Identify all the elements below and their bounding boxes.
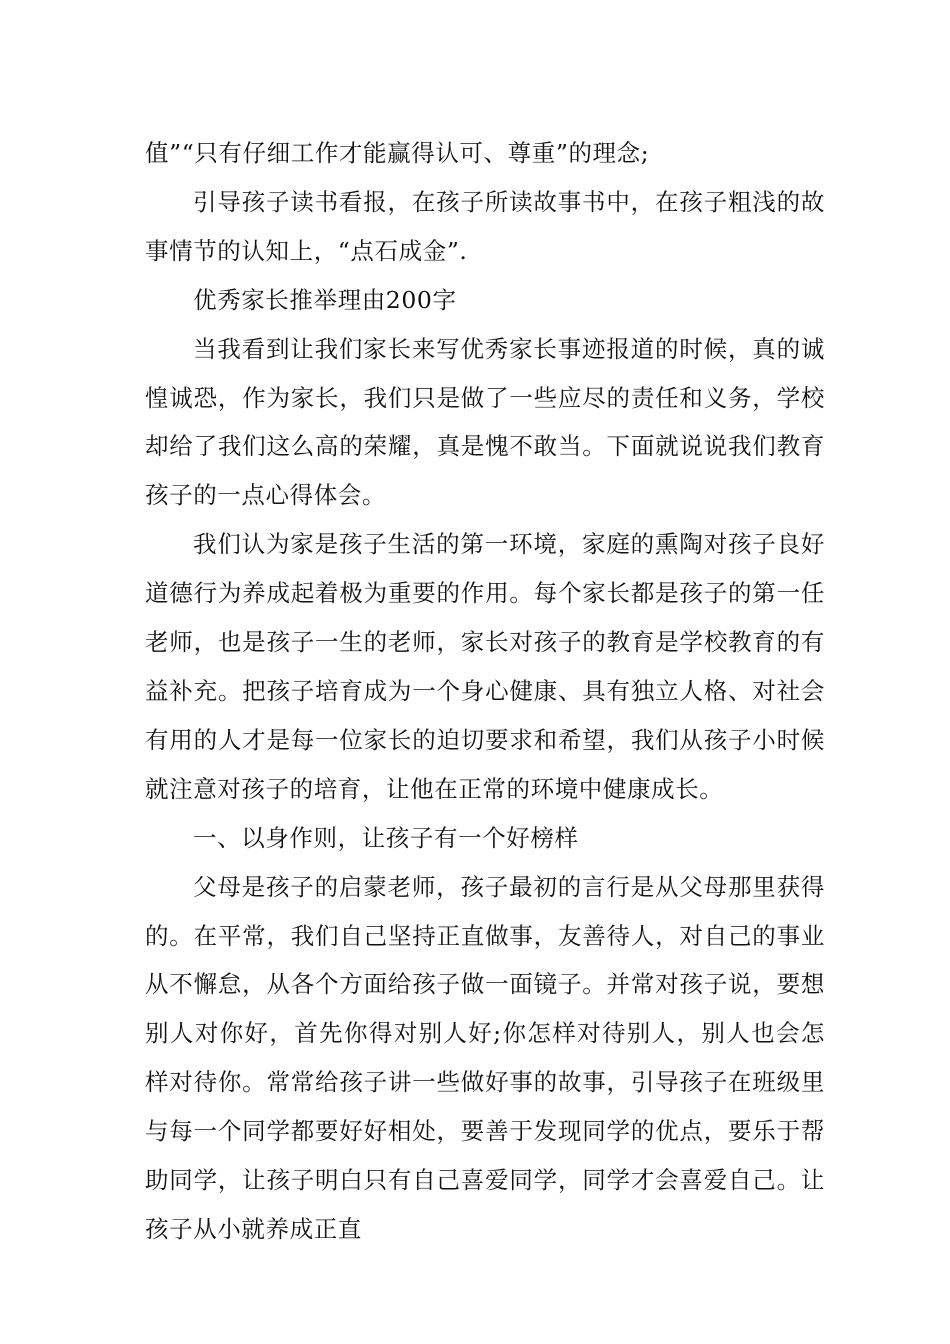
paragraph-4: 我们认为家是孩子生活的第一环境，家庭的熏陶对孩子良好道德行为养成起着极为重要的作用。每个家长都是孩子的第一任老师，也是孩子一生的老师，家长对孩子的教育是学校教育的有益补充。把孩子培育成为一个身心健康、具有独立人格、对社会有用的人才是每一位家长的迫切要求和希望，我们从孩子小时候就注意对孩子的培育，让他在正常的环境中健康成长。 xyxy=(145,530,825,803)
paragraph-5: 父母是孩子的启蒙老师，孩子最初的言行是从父母那里获得的。在平常，我们自己坚持正直做事，友善待人，对自己的事业从不懈怠，从各个方面给孩子做一面镜子。并常对孩子说，要想别人对你好，首先你得对别人好;你怎样对待别人，别人也会怎样对待你。常常给孩子讲一些做好事的故事，引导孩子在班级里与每一个同学都要好好相处，要善于发现同学的优点，要乐于帮助同学，让孩子明白只有自己喜爱同学，同学才会喜爱自己。让孩子从小就养成正直 xyxy=(145,872,825,1243)
paragraph-1: 值”“只有仔细工作才能赢得认可、尊重”的理念; xyxy=(145,139,650,167)
document-body xyxy=(145,129,825,1254)
subsection-heading: 一、以身作则，让孩子有一个好榜样 xyxy=(193,823,579,852)
paragraph-3: 当我看到让我们家长来写优秀家长事迹报道的时候，真的诚惶诚恐，作为家长，我们只是做了一些应尽的责任和义务，学校却给了我们这么高的荣耀，真是愧不敢当。下面就说说我们教育孩子的一点心得体会。 xyxy=(145,334,825,510)
section-heading: 优秀家长推举理由200字 xyxy=(193,285,457,314)
paragraph-2: 引导孩子读书看报，在孩子所读故事书中，在孩子粗浅的故事情节的认知上，“点石成金”. xyxy=(145,187,825,265)
